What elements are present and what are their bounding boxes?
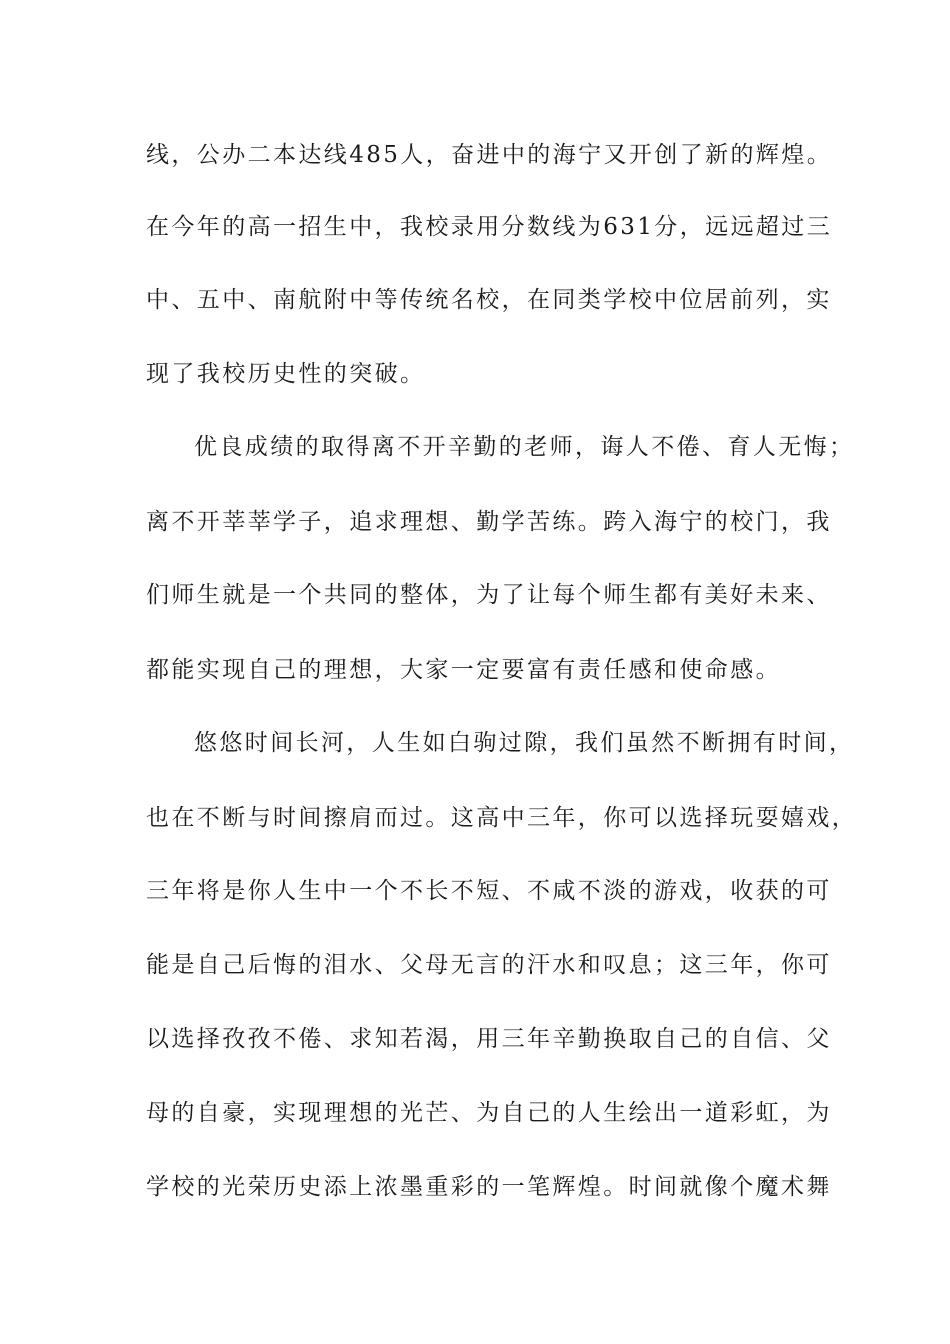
text-line: 现了我校历史性的突破。: [146, 361, 426, 387]
text-line: 都能实现自己的理想，大家一定要富有责任感和使命感。: [146, 657, 781, 683]
text-line: 三年将是你人生中一个不长不短、不咸不淡的游戏，收获的可: [146, 878, 832, 904]
text-line: 中、五中、南航附中等传统名校，在同类学校中位居前列，实: [146, 287, 832, 313]
paragraph-first-line: 悠悠时间长河，人生如白驹过隙，我们虽然不断拥有时间，: [194, 730, 855, 756]
text-line: 能是自己后悔的泪水、父母无言的汗水和叹息；这三年，你可: [146, 952, 832, 978]
text-line: 母的自豪，实现理想的光芒、为自己的人生绘出一道彩虹，为: [146, 1100, 832, 1126]
text-line: 也在不断与时间擦肩而过。这高中三年，你可以选择玩耍嬉戏，: [146, 805, 858, 831]
text-line: 学校的光荣历史添上浓墨重彩的一笔辉煌。时间就像个魔术舞: [146, 1174, 832, 1200]
text-line: 在今年的高一招生中，我校录用分数线为631分，远远超过三: [146, 214, 833, 240]
text-line: 离不开莘莘学子，追求理想、勤学苦练。跨入海宁的校门，我: [146, 509, 832, 535]
text-line: 们师生就是一个共同的整体，为了让每个师生都有美好未来、: [146, 582, 832, 608]
paragraph-first-line: 优良成绩的取得离不开辛勤的老师，诲人不倦、育人无悔；: [194, 434, 855, 460]
text-line: 以选择孜孜不倦、求知若渴，用三年辛勤换取自己的自信、父: [146, 1026, 832, 1052]
text-line: 线，公办二本达线485人，奋进中的海宁又开创了新的辉煌。: [146, 142, 833, 168]
